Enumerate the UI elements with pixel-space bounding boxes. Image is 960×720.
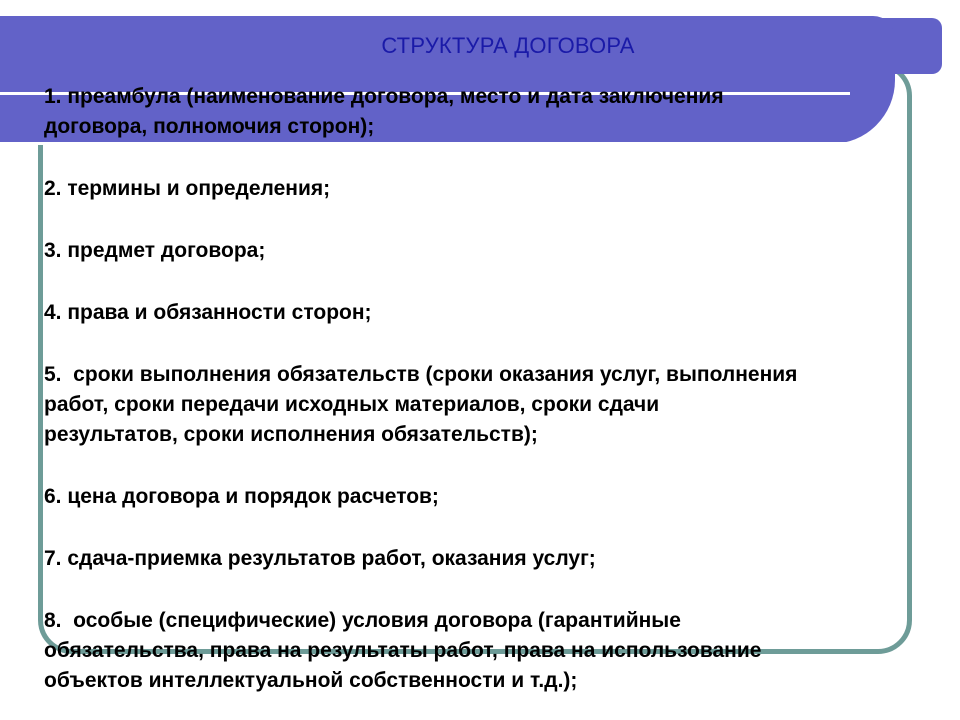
list-item-price: 6. цена договора и порядок расчетов; (44, 485, 439, 508)
list-item-preamble: 1. преамбула (наименование договора, место и дата заключения договора, полномочия сторон); (44, 85, 724, 138)
list-item-special-conditions: 8. особые (специфические) условия договора (гарантийные обязательства, права на результаты работ, права на использование объектов интеллектуальной собственности и т.д.); (44, 609, 762, 692)
list-item-acceptance: 7. сдача-приемка результатов работ, оказания услуг; (44, 547, 596, 570)
list-item-rights: 4. права и обязанности сторон; (44, 301, 372, 324)
contract-structure-list (44, 82, 956, 696)
list-item-subject: 3. предмет договора; (44, 239, 266, 262)
list-item-deadlines: 5. сроки выполнения обязательств (сроки оказания услуг, выполнения работ, сроки передачи исходных материалов, сроки сдачи результатов, сроки исполнения обязательств); (44, 363, 798, 446)
slide-title: СТРУКТУРА ДОГОВОРА (381, 33, 635, 58)
list-item-terms: 2. термины и определения; (44, 177, 331, 200)
